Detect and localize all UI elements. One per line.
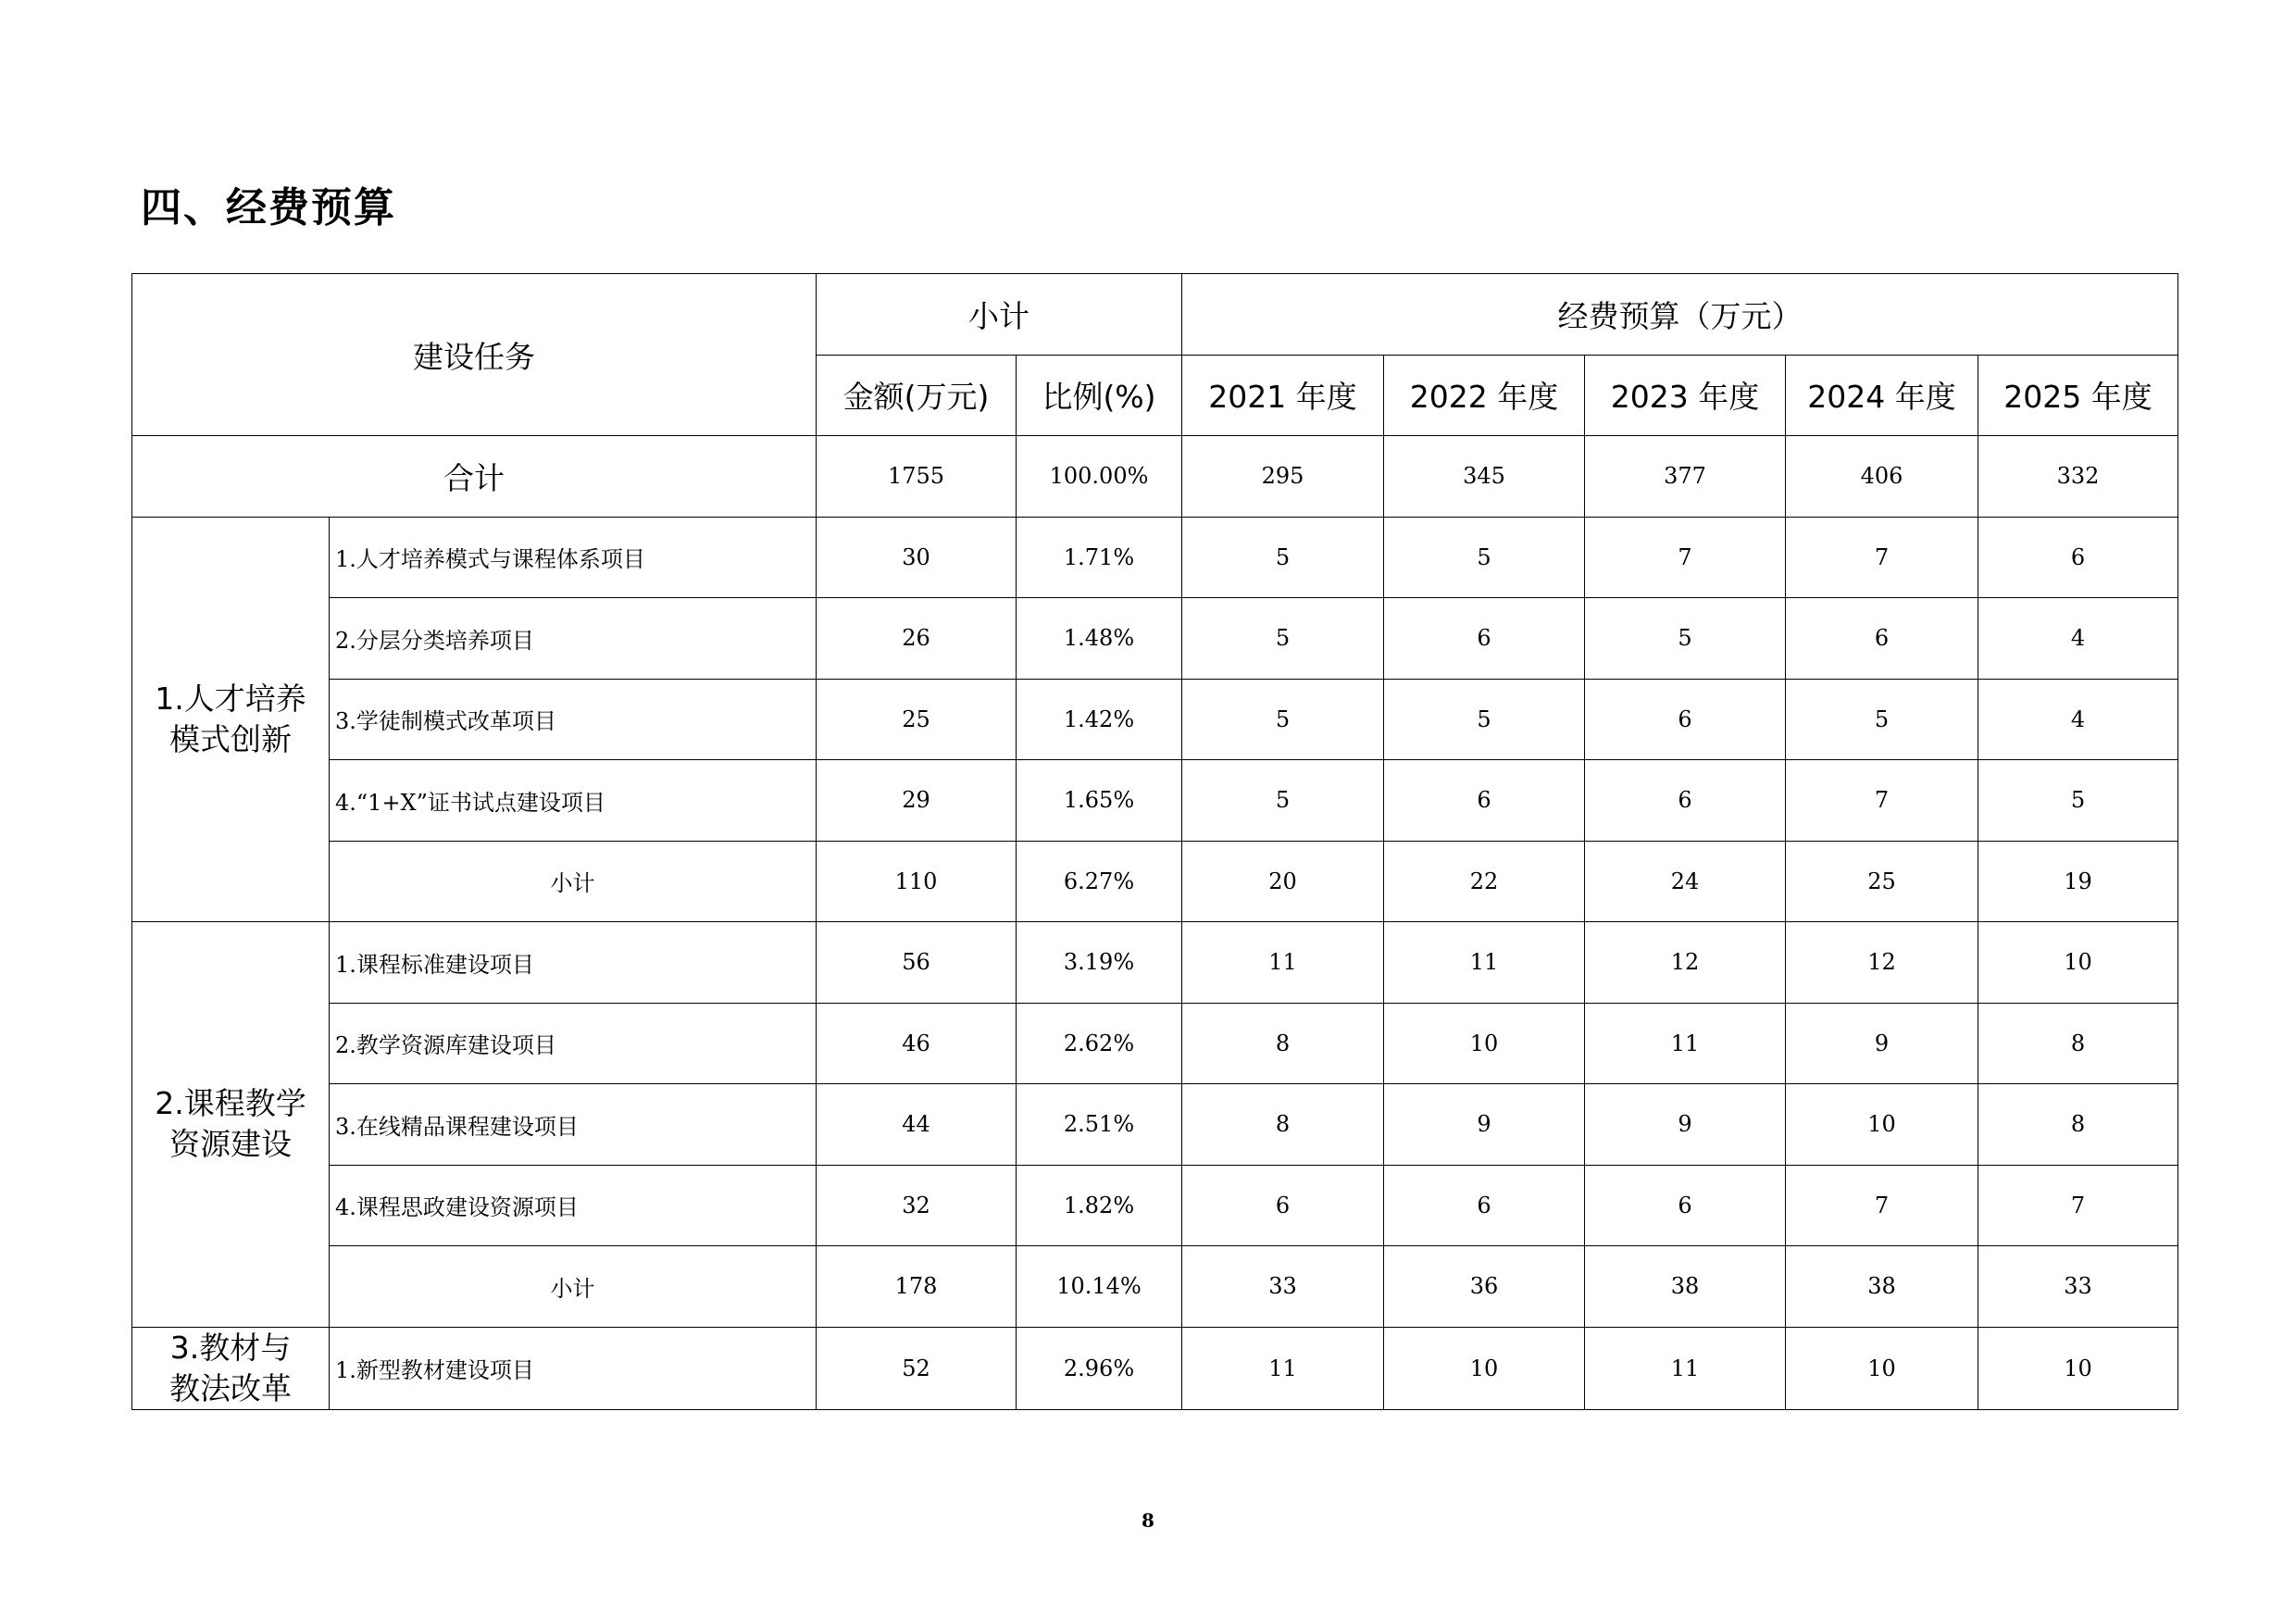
page-heading: 四、经费预算	[141, 184, 396, 231]
item-year-cell: 10	[1786, 1084, 1978, 1166]
item-year-cell: 9	[1585, 1084, 1786, 1166]
subtotal-year-cell: 24	[1585, 841, 1786, 922]
header-year-2022: 2022 年度	[1384, 355, 1585, 436]
table-row	[132, 1084, 2178, 1166]
item-year-cell: 6	[1384, 760, 1585, 842]
item-year-cell: 11	[1384, 922, 1585, 1004]
item-year-cell: 5	[1182, 760, 1384, 842]
item-name: 4.课程思政建设资源项目	[330, 1165, 817, 1246]
group-name-cell	[132, 1327, 330, 1409]
subtotal-amount: 178	[817, 1246, 1017, 1328]
item-year-cell: 6	[1585, 760, 1786, 842]
subtotal-year-cell: 38	[1585, 1246, 1786, 1328]
item-amount: 25	[817, 679, 1017, 760]
table-row	[132, 1327, 2178, 1409]
item-amount: 52	[817, 1327, 1017, 1409]
group-name-cell	[132, 922, 330, 1328]
item-year-cell: 7	[1585, 517, 1786, 598]
subtotal-year-cell: 20	[1182, 841, 1384, 922]
item-year-cell: 8	[1182, 1003, 1384, 1084]
subtotal-year-cell: 38	[1786, 1246, 1978, 1328]
item-year-cell: 6	[1585, 679, 1786, 760]
item-year-cell: 6	[1384, 598, 1585, 680]
table-row	[132, 598, 2178, 680]
group-name-line: 2.课程教学	[155, 1085, 306, 1122]
table-row	[132, 760, 2178, 842]
total-row	[132, 436, 2178, 518]
total-year-cell: 332	[1978, 436, 2178, 518]
group-name-cell	[132, 517, 330, 922]
item-year-cell: 6	[1182, 1165, 1384, 1246]
header-amount: 金额(万元)	[817, 355, 1017, 436]
item-year-cell: 5	[1384, 517, 1585, 598]
item-year-cell: 8	[1978, 1003, 2178, 1084]
item-year-cell: 4	[1978, 679, 2178, 760]
item-year-cell: 5	[1978, 760, 2178, 842]
item-year-cell: 10	[1384, 1003, 1585, 1084]
group-name-line: 3.教材与	[169, 1329, 292, 1366]
total-ratio: 100.00%	[1017, 436, 1182, 518]
table-row	[132, 1165, 2178, 1246]
item-year-cell: 11	[1585, 1003, 1786, 1084]
total-amount: 1755	[817, 436, 1017, 518]
item-ratio: 1.71%	[1017, 517, 1182, 598]
group-name-line: 1.人才培养	[155, 680, 306, 717]
item-year-cell: 7	[1786, 760, 1978, 842]
subtotal-label: 小计	[330, 1246, 817, 1328]
table-row	[132, 517, 2178, 598]
header-task: 建设任务	[132, 274, 817, 436]
item-year-cell: 10	[1786, 1327, 1978, 1409]
item-name: 1.人才培养模式与课程体系项目	[330, 517, 817, 598]
item-ratio: 1.42%	[1017, 679, 1182, 760]
item-year-cell: 10	[1384, 1327, 1585, 1409]
subtotal-year-cell: 19	[1978, 841, 2178, 922]
item-ratio: 2.51%	[1017, 1084, 1182, 1166]
subtotal-year-cell: 33	[1182, 1246, 1384, 1328]
item-year-cell: 11	[1585, 1327, 1786, 1409]
item-ratio: 1.65%	[1017, 760, 1182, 842]
item-year-cell: 7	[1978, 1165, 2178, 1246]
item-year-cell: 9	[1786, 1003, 1978, 1084]
item-year-cell: 11	[1182, 1327, 1384, 1409]
group-name-line: 模式创新	[169, 720, 292, 757]
header-budget: 经费预算（万元）	[1182, 274, 2178, 356]
subtotal-year-cell: 36	[1384, 1246, 1585, 1328]
header-ratio: 比例(%)	[1017, 355, 1182, 436]
header-year-2025: 2025 年度	[1978, 355, 2178, 436]
item-year-cell: 7	[1786, 517, 1978, 598]
subtotal-row	[132, 841, 2178, 922]
item-amount: 46	[817, 1003, 1017, 1084]
item-year-cell: 5	[1585, 598, 1786, 680]
budget-table	[131, 273, 2178, 1410]
item-amount: 29	[817, 760, 1017, 842]
item-year-cell: 8	[1182, 1084, 1384, 1166]
subtotal-amount: 110	[817, 841, 1017, 922]
group-name-line: 资源建设	[169, 1126, 292, 1163]
item-year-cell: 6	[1978, 517, 2178, 598]
item-year-cell: 6	[1384, 1165, 1585, 1246]
header-year-2024: 2024 年度	[1786, 355, 1978, 436]
header-row-1	[132, 274, 2178, 356]
item-year-cell: 5	[1384, 679, 1585, 760]
item-year-cell: 10	[1978, 1327, 2178, 1409]
item-name: 2.分层分类培养项目	[330, 598, 817, 680]
item-year-cell: 10	[1978, 922, 2178, 1004]
item-name: 2.教学资源库建设项目	[330, 1003, 817, 1084]
total-year-cell: 345	[1384, 436, 1585, 518]
item-name: 4.“1+X”证书试点建设项目	[330, 760, 817, 842]
item-name: 3.学徒制模式改革项目	[330, 679, 817, 760]
item-year-cell: 5	[1182, 598, 1384, 680]
item-ratio: 3.19%	[1017, 922, 1182, 1004]
item-year-cell: 6	[1585, 1165, 1786, 1246]
header-subtotal: 小计	[817, 274, 1182, 356]
item-year-cell: 8	[1978, 1084, 2178, 1166]
total-year-cell: 377	[1585, 436, 1786, 518]
item-year-cell: 5	[1786, 679, 1978, 760]
item-ratio: 1.48%	[1017, 598, 1182, 680]
subtotal-label: 小计	[330, 841, 817, 922]
table-row	[132, 679, 2178, 760]
item-amount: 30	[817, 517, 1017, 598]
item-year-cell: 4	[1978, 598, 2178, 680]
item-year-cell: 5	[1182, 679, 1384, 760]
total-year-cell: 406	[1786, 436, 1978, 518]
item-year-cell: 5	[1182, 517, 1384, 598]
group-name-line: 教法改革	[169, 1369, 292, 1406]
subtotal-year-cell: 33	[1978, 1246, 2178, 1328]
header-year-2023: 2023 年度	[1585, 355, 1786, 436]
item-ratio: 2.62%	[1017, 1003, 1182, 1084]
item-name: 1.新型教材建设项目	[330, 1327, 817, 1409]
item-year-cell: 11	[1182, 922, 1384, 1004]
item-amount: 32	[817, 1165, 1017, 1246]
subtotal-year-cell: 25	[1786, 841, 1978, 922]
subtotal-year-cell: 22	[1384, 841, 1585, 922]
header-year-2021: 2021 年度	[1182, 355, 1384, 436]
item-amount: 26	[817, 598, 1017, 680]
subtotal-ratio: 6.27%	[1017, 841, 1182, 922]
item-ratio: 1.82%	[1017, 1165, 1182, 1246]
subtotal-row	[132, 1246, 2178, 1328]
item-name: 3.在线精品课程建设项目	[330, 1084, 817, 1166]
item-year-cell: 7	[1786, 1165, 1978, 1246]
table-row	[132, 1003, 2178, 1084]
subtotal-ratio: 10.14%	[1017, 1246, 1182, 1328]
item-year-cell: 12	[1585, 922, 1786, 1004]
item-amount: 56	[817, 922, 1017, 1004]
item-amount: 44	[817, 1084, 1017, 1166]
item-name: 1.课程标准建设项目	[330, 922, 817, 1004]
item-year-cell: 6	[1786, 598, 1978, 680]
table-row	[132, 922, 2178, 1004]
total-year-cell: 295	[1182, 436, 1384, 518]
item-year-cell: 9	[1384, 1084, 1585, 1166]
item-ratio: 2.96%	[1017, 1327, 1182, 1409]
item-year-cell: 12	[1786, 922, 1978, 1004]
page-number: 8	[1142, 1509, 1154, 1531]
total-label: 合计	[132, 436, 817, 518]
